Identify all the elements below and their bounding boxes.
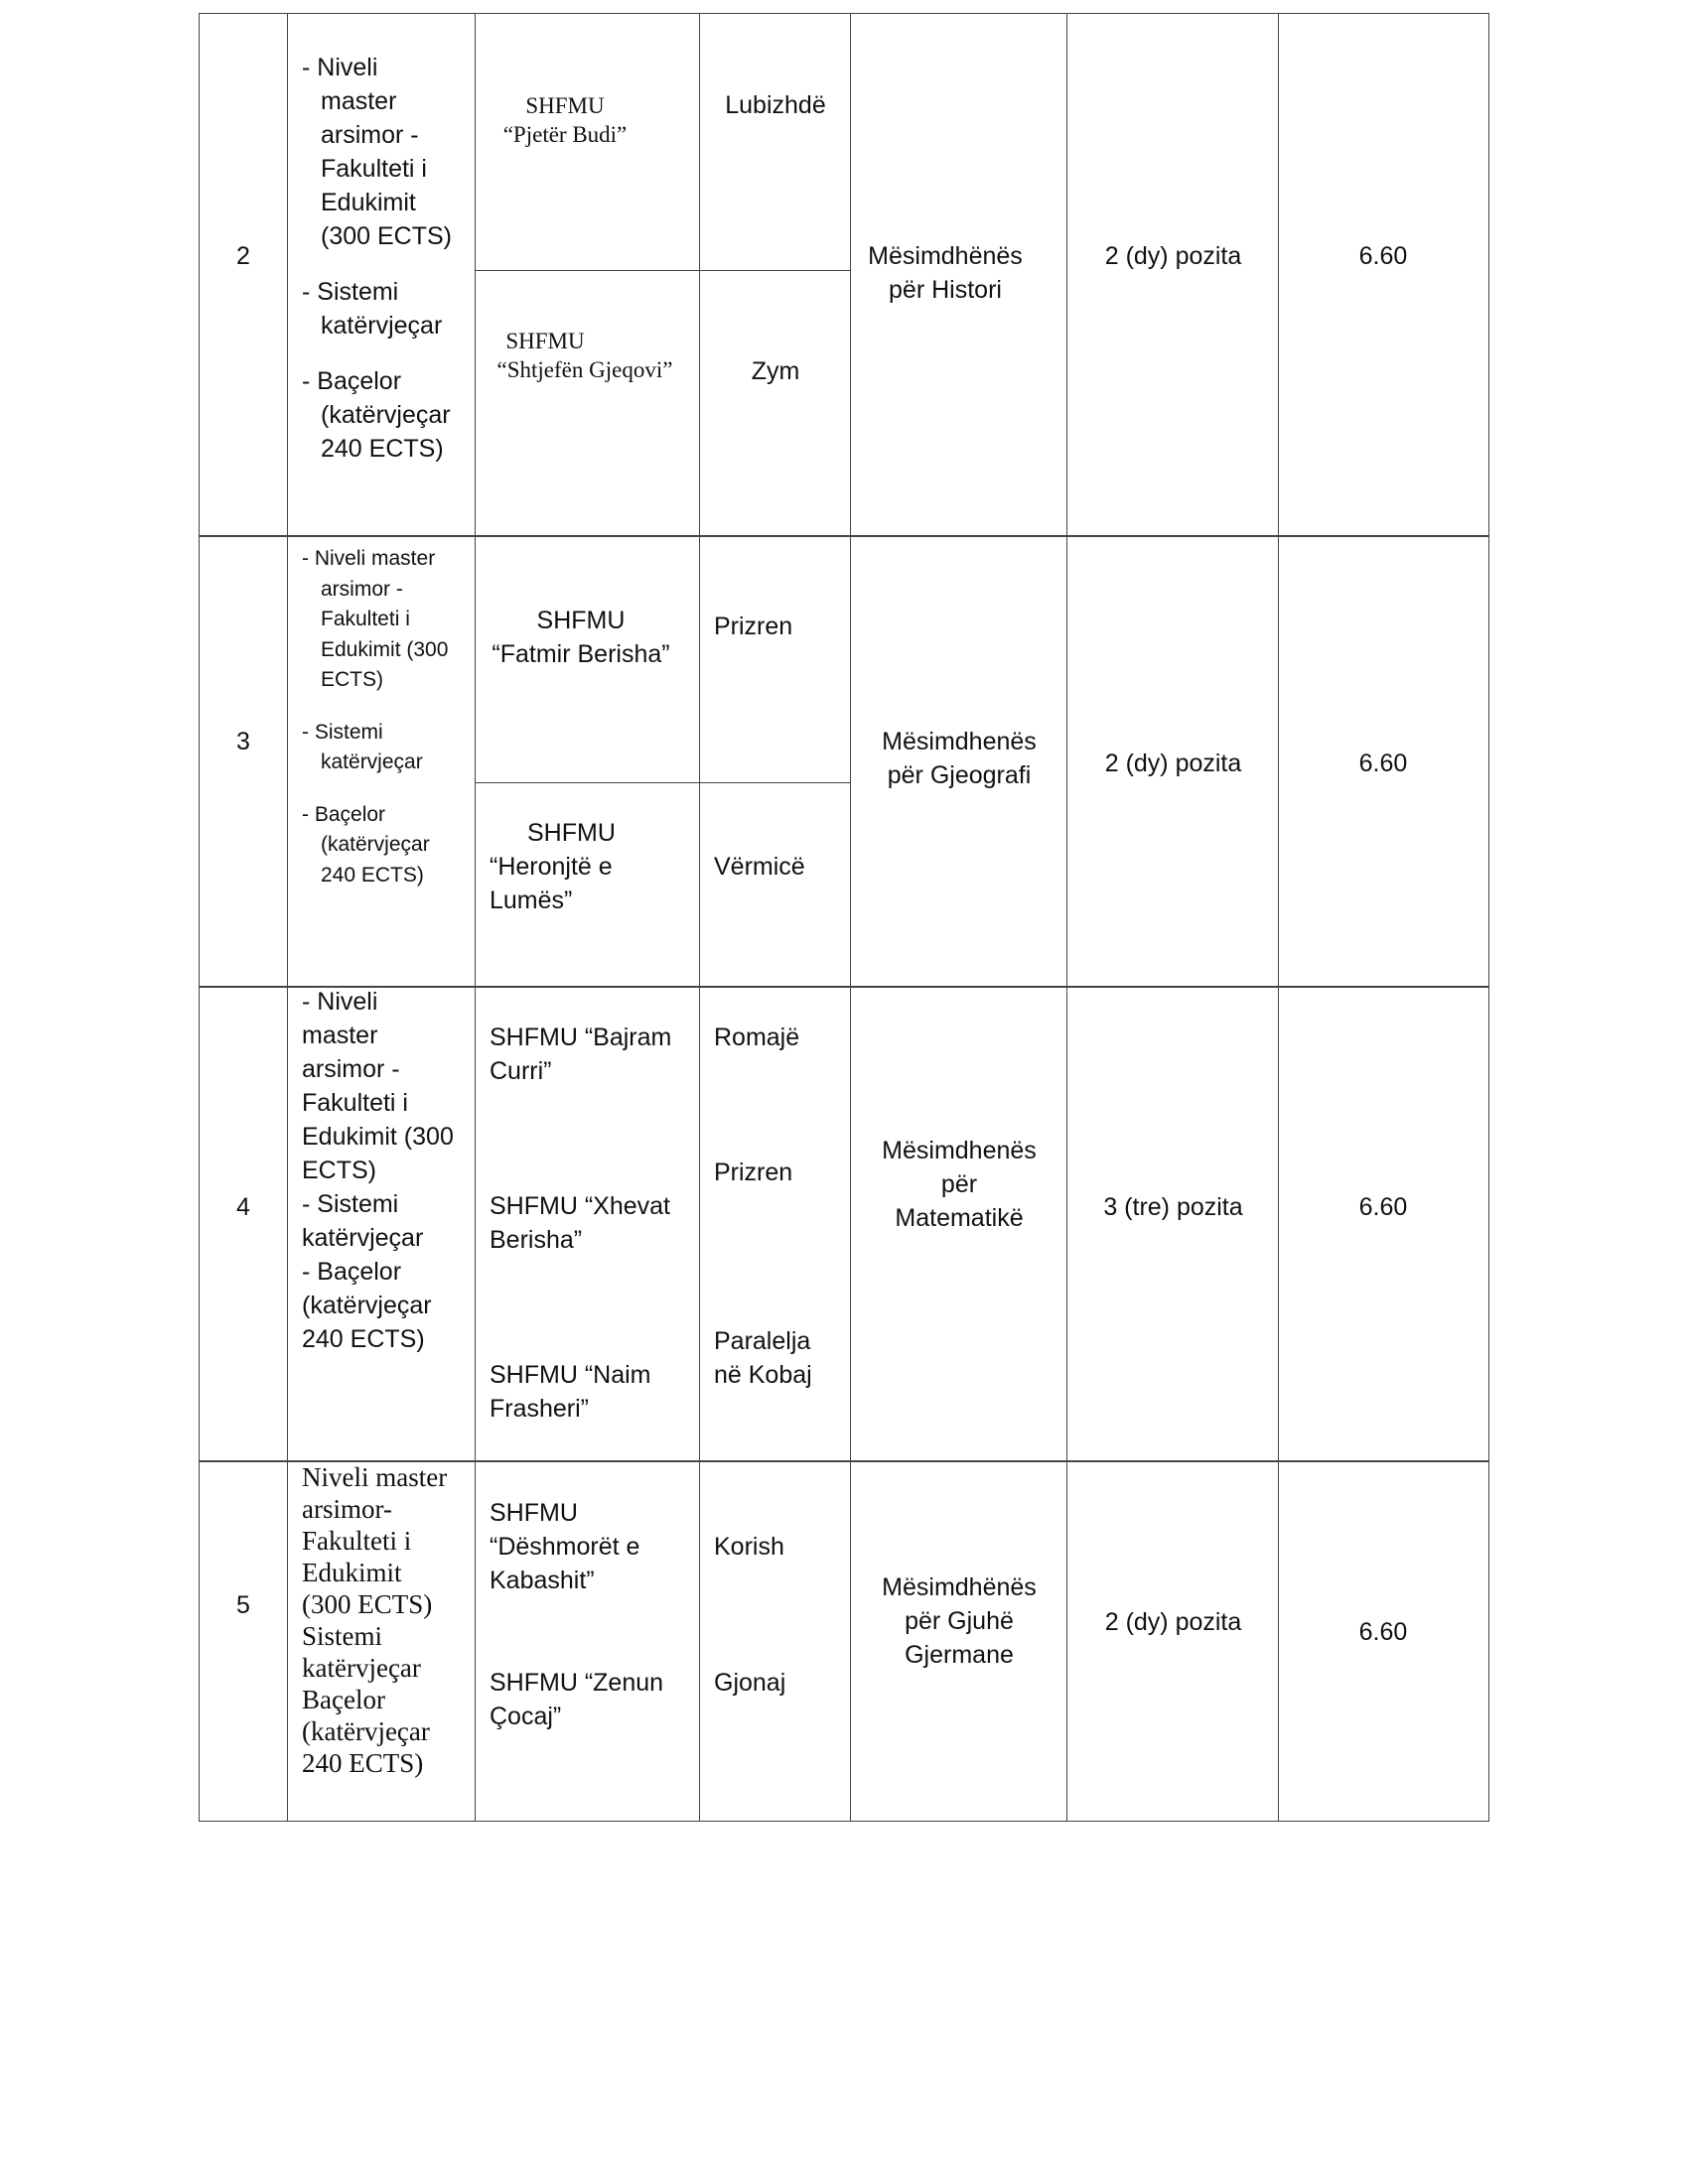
place-subcell bbox=[700, 270, 850, 536]
row-number-cell bbox=[200, 14, 287, 536]
row-number: 5 bbox=[236, 1591, 250, 1619]
qualification-text: Niveli master arsimor- Fakulteti i Edukimit (300 ECTS) Sistemi katërvjeçar Baçelor (katërvjeçar 240 ECTS) bbox=[302, 1462, 448, 1778]
table-row bbox=[199, 13, 1489, 537]
coefficient-value: 6.60 bbox=[1358, 1618, 1408, 1646]
school-subcell bbox=[476, 536, 699, 783]
position-cell bbox=[850, 14, 1066, 536]
school-cell bbox=[475, 536, 699, 987]
position-count: 2 (dy) pozita bbox=[1104, 1608, 1242, 1636]
school-name: SHFMU “Pjetër Budi” bbox=[502, 93, 628, 147]
qualification-text: - Niveli master arsimor - Fakulteti i Edukimit (300 ECTS) - Sistemi katërvjeçar - Baçelor (katërvjeçar 240 ECTS) bbox=[302, 988, 454, 1353]
row-number-cell bbox=[200, 1461, 287, 1821]
position-cell bbox=[850, 536, 1066, 987]
school-name: SHFMU “Dëshmorët e Kabashit” bbox=[490, 1499, 640, 1594]
position-count: 2 (dy) pozita bbox=[1104, 750, 1242, 777]
coefficient-cell bbox=[1278, 987, 1490, 1461]
coefficient-cell bbox=[1278, 1461, 1490, 1821]
place-subcell bbox=[700, 536, 850, 783]
qualification-text: - Niveli master arsimor - Fakulteti i Edukimit (300 ECTS) - Sistemi katërvjeçar - Baçelor (katërvjeçar 240 ECTS) bbox=[302, 54, 452, 463]
table-row bbox=[199, 535, 1489, 988]
school-cell bbox=[475, 14, 699, 536]
place-name: Prizren bbox=[714, 1159, 793, 1186]
school-subcell bbox=[476, 14, 699, 271]
coefficient-value: 6.60 bbox=[1358, 242, 1408, 270]
position-title: Mësimdhënës për Histori bbox=[868, 242, 1023, 304]
position-count: 3 (tre) pozita bbox=[1103, 1193, 1243, 1221]
school-name: SHFMU “Zenun Çocaj” bbox=[490, 1669, 664, 1730]
school-name: SHFMU “Fatmir Berisha” bbox=[492, 607, 670, 668]
table-row bbox=[199, 986, 1489, 1462]
position-cell bbox=[850, 1461, 1066, 1821]
position-cell bbox=[850, 987, 1066, 1461]
qualification-cell bbox=[287, 1461, 475, 1821]
school-cell bbox=[475, 1461, 699, 1821]
school-cell bbox=[475, 987, 699, 1461]
place-name: Paralelja në Kobaj bbox=[714, 1327, 812, 1389]
place-name: Gjonaj bbox=[714, 1669, 786, 1697]
qualification-cell bbox=[287, 536, 475, 987]
position-count: 2 (dy) pozita bbox=[1104, 242, 1242, 270]
count-cell bbox=[1066, 1461, 1278, 1821]
place-name: Zym bbox=[751, 357, 800, 385]
row-number: 3 bbox=[236, 728, 250, 755]
row-number: 4 bbox=[236, 1193, 250, 1221]
place-cell bbox=[699, 536, 850, 987]
qualification-cell bbox=[287, 14, 475, 536]
school-subcell bbox=[476, 782, 699, 987]
row-number-cell bbox=[200, 987, 287, 1461]
place-name: Vërmicë bbox=[714, 853, 805, 881]
position-title: Mësimdhenës për Gjeografi bbox=[882, 728, 1037, 789]
place-name: Prizren bbox=[714, 613, 793, 640]
place-cell bbox=[699, 1461, 850, 1821]
place-name: Lubizhdë bbox=[725, 91, 826, 119]
count-cell bbox=[1066, 536, 1278, 987]
position-title: Mësimdhenës për Matematikë bbox=[882, 1137, 1037, 1232]
qualification-cell bbox=[287, 987, 475, 1461]
row-number: 2 bbox=[236, 242, 250, 270]
school-name: SHFMU “Xhevat Berisha” bbox=[490, 1192, 670, 1254]
school-subcell bbox=[476, 270, 699, 536]
coefficient-value: 6.60 bbox=[1358, 750, 1408, 777]
school-name: SHFMU “Heronjtë e Lumës” bbox=[490, 819, 616, 914]
table-row bbox=[199, 1460, 1489, 1822]
qualification-text: - Niveli master arsimor - Fakulteti i Edukimit (300 ECTS) - Sistemi katërvjeçar - Baçelor (katërvjeçar 240 ECTS) bbox=[302, 547, 449, 887]
coefficient-value: 6.60 bbox=[1358, 1193, 1408, 1221]
place-cell bbox=[699, 987, 850, 1461]
place-name: Romajë bbox=[714, 1024, 800, 1051]
row-number-cell bbox=[200, 536, 287, 987]
count-cell bbox=[1066, 987, 1278, 1461]
place-name: Korish bbox=[714, 1533, 784, 1561]
place-subcell bbox=[700, 782, 850, 987]
place-cell bbox=[699, 14, 850, 536]
coefficient-cell bbox=[1278, 536, 1490, 987]
position-title: Mësimdhënës për Gjuhë Gjermane bbox=[882, 1573, 1037, 1669]
school-name: SHFMU “Bajram Curri” bbox=[490, 1024, 672, 1085]
coefficient-cell bbox=[1278, 14, 1490, 536]
place-subcell bbox=[700, 14, 850, 271]
school-name: SHFMU “Shtjefën Gjeqovi” bbox=[496, 329, 673, 382]
school-name: SHFMU “Naim Frasheri” bbox=[490, 1361, 651, 1423]
count-cell bbox=[1066, 14, 1278, 536]
